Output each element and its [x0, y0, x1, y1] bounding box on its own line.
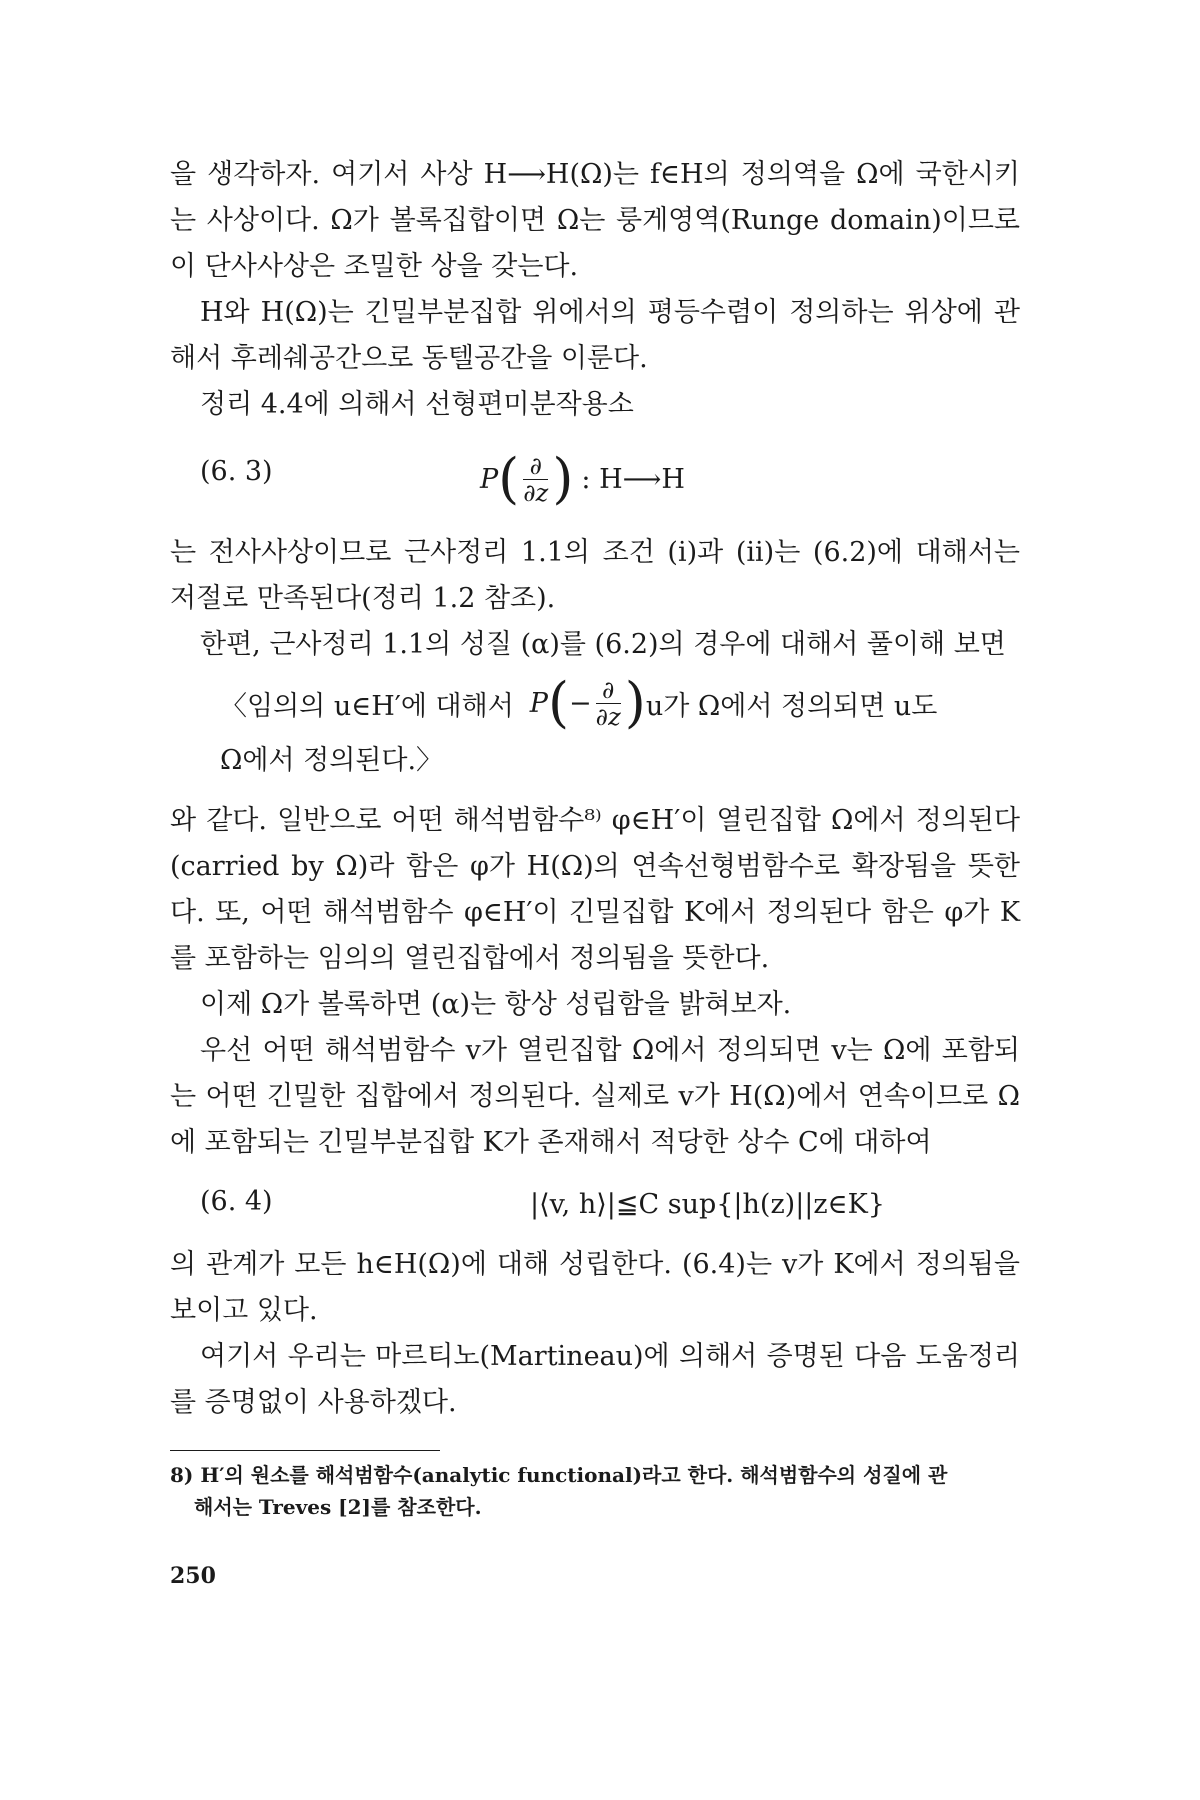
fraction [596, 677, 621, 730]
footnote-line-1: 8) H′의 원소를 해석범함수(analytic functional)라고 한다. 해석범함수의 성질에 관 [170, 1463, 948, 1487]
paragraph: 이제 Ω가 볼록하면 (α)는 항상 성립함을 밝혀보자. [200, 989, 792, 1020]
paragraph: 의 관계가 모든 h∈H(Ω)에 대해 성립한다. (6.4)는 v가 K에서 정의됨을 보이고 있다. [170, 1249, 1020, 1326]
page-number: 250 [170, 1563, 216, 1589]
equation-6-3 [170, 434, 1020, 524]
right-paren: ) [624, 671, 646, 734]
paragraph: 정리 4.4에 의해서 선형편미분작용소 [200, 389, 634, 420]
quote-line-2: Ω에서 정의된다.〉 [220, 745, 444, 776]
quoted-statement [170, 668, 1020, 784]
quote-line-1 [220, 668, 1020, 738]
quote-post: u가 Ω에서 정의되면 u도 [645, 690, 938, 722]
left-paren: ( [498, 447, 520, 510]
fraction-numerator: ∂ [529, 451, 542, 480]
paragraph: 여기서 우리는 마르티노(Martineau)에 의해서 증명된 다음 도움정리를 증명없이 사용하겠다. [170, 1341, 1020, 1418]
equation-number: (6. 3) [200, 456, 273, 487]
equation-body [480, 434, 685, 524]
equation-body [530, 1172, 885, 1236]
equation-number: (6. 4) [200, 1186, 273, 1217]
paragraph: H와 H(Ω)는 긴밀부분집합 위에서의 평등수렴이 정의하는 위상에 관해서 후레쉐공간으로 동텔공간을 이룬다. [170, 297, 1020, 374]
paragraph: 와 같다. 일반으로 어떤 해석범함수⁸⁾ φ∈H′이 열린집합 Ω에서 정의된다(carried by Ω)라 함은 φ가 H(Ω)의 연속선형범함수로 확장됨을 뜻한다. 또, 어떤 해석범함수 φ∈H′이 긴밀집합 K에서 정의된다 함은 φ가 K를 포함하는 임의의 열린집합에서 정의됨을 뜻한다. [170, 805, 1020, 974]
operator-p: P [529, 687, 548, 719]
left-paren: ( [547, 671, 570, 734]
equation-rest: : H⟶H [581, 463, 685, 495]
paragraph: 을 생각하자. 여기서 사상 H⟶H(Ω)는 f∈H의 정의역을 Ω에 국한시키는 사상이다. Ω가 볼록집합이면 Ω는 룽게영역(Runge domain)이므로 이 단사사상은 조밀한 상을 갖는다. [170, 159, 1020, 282]
page-body [170, 152, 1020, 1589]
quote-pre: 〈임의의 u∈H′에 대해서 [220, 690, 514, 722]
paragraph: 는 전사사상이므로 근사정리 1.1의 조건 (i)과 (ii)는 (6.2)에 대해서는 저절로 만족된다(정리 1.2 참조). [170, 537, 1020, 614]
footnote-rule [170, 1450, 440, 1451]
right-paren: ) [552, 447, 574, 510]
footnote [170, 1459, 1020, 1523]
paragraph: 우선 어떤 해석범함수 v가 열린집합 Ω에서 정의되면 v는 Ω에 포함되는 어떤 긴밀한 집합에서 정의된다. 실제로 v가 H(Ω)에서 연속이므로 Ω에 포함되는 긴밀부분집합 K가 존재해서 적당한 상수 C에 대하여 [170, 1035, 1020, 1158]
equation-6-4 [170, 1172, 1020, 1236]
footnote-line-2: 해서는 Treves [2]를 참조한다. [194, 1495, 482, 1519]
operator-p: P [480, 463, 499, 495]
fraction-numerator: ∂ [601, 675, 615, 704]
minus-sign: − [569, 687, 592, 719]
paragraph: 한편, 근사정리 1.1의 성질 (α)를 (6.2)의 경우에 대해서 풀이해 보면 [200, 629, 1006, 660]
fraction-denominator: ∂z [523, 478, 549, 507]
fraction-denominator: ∂z [595, 702, 621, 731]
equation-text: |⟨v, h⟩|≦C sup{|h(z)||z∈K} [530, 1188, 885, 1220]
fraction [523, 453, 548, 506]
